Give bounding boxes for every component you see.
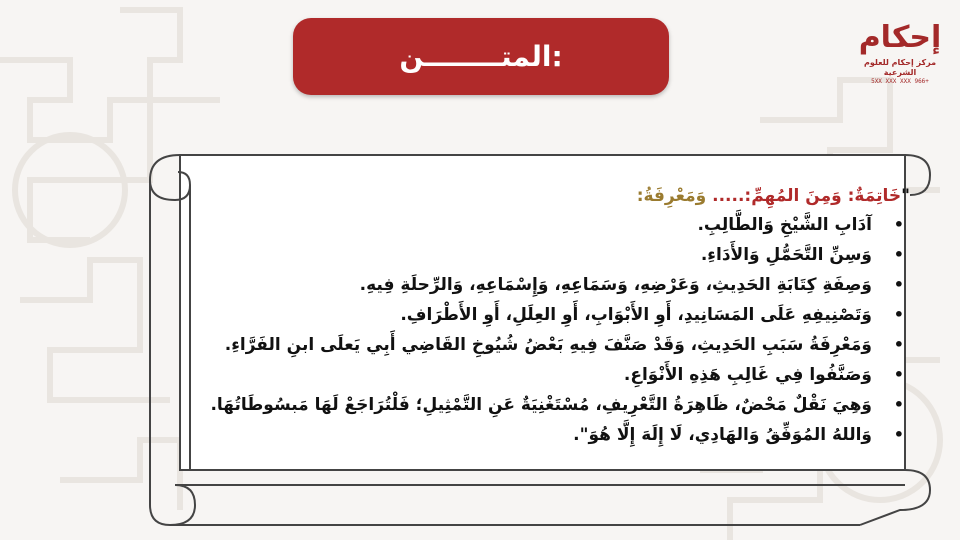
list-item [190, 210, 910, 240]
list-item [190, 240, 910, 270]
topic-list [190, 210, 910, 450]
list-item [190, 420, 910, 450]
bullet-icon: • [893, 365, 904, 384]
logo-wordmark: إحكام [858, 20, 942, 55]
bullet-icon: • [893, 275, 904, 294]
bullet-icon: • [893, 305, 904, 324]
list-item-text: وَسِنِّ التَّحَمُّلِ وَالأَدَاءِ. [700, 245, 872, 265]
bullet-icon: • [893, 395, 904, 414]
list-item [190, 300, 910, 330]
list-item [190, 360, 910, 390]
list-item-text: آدَابِ الشَّيْخِ وَالطَّالِبِ. [697, 215, 872, 235]
list-item-text: وَتَصْنِيفِهِ عَلَى المَسَانِيدِ، أَوِ الأَبْوَابِ، أَوِ العِلَلِ، أَوِ الأَطْرَافِ. [400, 305, 872, 325]
heading-gold: وَمَعْرِفَةُ: [636, 186, 707, 206]
list-item-text: وَمَعْرِفَةُ سَبَبِ الحَدِيثِ، وَقَدْ صَنَّفَ فِيهِ بَعْضُ شُيُوخِ القَاضِي أَبِي يَعلَى ابنِ الفَرَّاءِ. [224, 335, 872, 355]
heading-line [190, 182, 910, 210]
list-item [190, 270, 910, 300]
bullet-icon: • [893, 425, 904, 444]
list-item-text: وَصِفَةِ كِتَابَةِ الحَدِيثِ، وَعَرْضِهِ، وَسَمَاعِهِ، وَإِسْمَاعِهِ، وَالرِّحلَةِ فِيهِ. [359, 275, 872, 295]
text-body [190, 182, 910, 450]
open-quote: " [901, 186, 910, 206]
logo-subtitle: مركز إحكام للعلوم الشرعية [863, 58, 937, 77]
page-title: المتــــــــن: [399, 40, 563, 73]
list-item [190, 330, 910, 360]
bullet-icon: • [893, 335, 904, 354]
list-item-text: وَاللهُ المُوَفِّقُ وَالهَادِي، لَا إِلَهَ إِلَّا هُوَ". [573, 425, 872, 445]
logo-phone: +966 5XX XXX XXX [871, 78, 929, 85]
bullet-icon: • [893, 245, 904, 264]
scroll-roll-bottom [150, 485, 905, 525]
list-item [190, 390, 910, 420]
bullet-icon: • [893, 215, 904, 234]
list-item-text: وَهِيَ نَقْلٌ مَحْضٌ، ظَاهِرَةُ التَّعْرِيفِ، مُسْتَغْنِيَةٌ عَنِ التَّمْثِيلِ؛ فَلْتُرَاجَعْ لَهَا مَبسُوطَاتُهَا. [210, 395, 872, 415]
list-item-text: وَصَنَّفُوا فِي غَالِبِ هَذِهِ الأَنْوَاعِ. [623, 365, 872, 385]
heading-red: خَاتِمَةٌ: وَمِنَ المُهِمِّ:..... [712, 186, 902, 206]
